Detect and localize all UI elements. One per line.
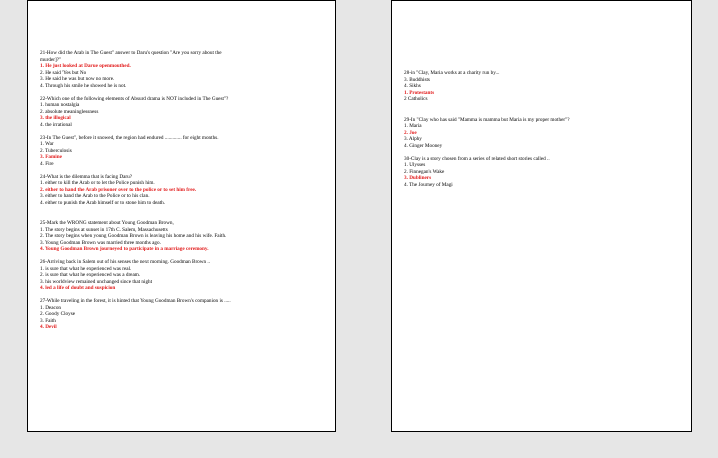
answer-option: 4. The Journey of Magi — [404, 181, 453, 188]
answer-option: 4. the irrational — [40, 121, 72, 128]
question-text: 24-What is the dilemma that is facing Daru? — [40, 173, 133, 180]
question-text: 23-In The Guest", before it snowed, the region had endured ............. for eight months. — [40, 134, 219, 141]
question-text: 30-Clay is a story chosen from a series of related short stories called .. — [404, 155, 550, 162]
answer-option-correct: 2. Joe — [404, 129, 417, 136]
question-23 — [40, 135, 322, 168]
answer-option-correct: 3. Famine — [40, 154, 62, 160]
question-30 — [404, 156, 676, 189]
document-page-left — [27, 0, 336, 432]
answer-option: 2. The story begins when young Goodman Brown is leaving his home and his wife. Faith. — [40, 233, 227, 239]
answer-option: 3. Buddhists — [404, 76, 430, 83]
answer-option-correct: 4. Young Goodman Brown journeyed to participate in a marriage ceremony. — [40, 246, 209, 252]
question-25 — [40, 220, 322, 253]
answer-option: 3. Young Goodman Brown was married three months ago. — [40, 239, 161, 246]
answer-option: 2. absolute meaninglessness — [40, 108, 99, 115]
answer-option-correct: 4. Devil — [40, 324, 57, 330]
answer-option-correct: 1. He just looked at Darue openmouthed. — [40, 63, 131, 69]
answer-option: 4. Fire — [40, 160, 54, 167]
answer-option-correct: 3. the illogical — [40, 115, 71, 121]
answer-option: 1. either to kill the Arab or to let the Police punish him. — [40, 180, 155, 186]
answer-option: 1. Ulysses — [404, 162, 426, 168]
answer-option-correct: 1. Protestants — [404, 89, 435, 96]
answer-option: 1. The story begins at sunset in 17th C. Salem, Massachusetts — [40, 226, 168, 233]
question-text: 26-Arriving back in Salem out of his senses the next morning. Goodman Brown .. — [40, 259, 211, 265]
answer-option: 1. Maria — [404, 123, 422, 129]
answer-option: 1. is sure that what he experienced was real. — [40, 265, 132, 272]
question-text: 29-In "Clay who has said "Mamma is mamma but Maria is my proper mother"? — [404, 116, 570, 123]
answer-option: 1. human nostalgia — [40, 102, 80, 108]
question-29 — [404, 117, 676, 150]
question-text: 27-While traveling in the forest, it is hinted that Young Goodman Brown's companion is ..... — [40, 298, 231, 304]
answer-option: 2. Goody Cloyse — [40, 311, 76, 317]
document-page-right — [391, 0, 692, 432]
answer-option: 2. Finnegan's Wake — [404, 168, 445, 175]
answer-option: 4. Sikhs — [404, 83, 421, 89]
answer-option: 1. War — [40, 141, 54, 147]
question-text: 22-Which one of the following elements of Absurd drama is NOT included in The Guest"? — [40, 95, 229, 102]
answer-option: 2. He said 'Yes but No — [40, 69, 87, 76]
answer-option: 3. either to hand the Arab to the Police or to his clan. — [40, 193, 150, 199]
answer-option: 2. Tuberculosis — [40, 147, 72, 154]
answer-option: 3. Alphy — [404, 136, 422, 142]
question-text: 21-How did the Arab in The Guest" answer to Daru's question "Are you sorry about the — [40, 50, 222, 56]
answer-option-correct: 4. led a life of doubt and suspicion — [40, 285, 116, 291]
question-22 — [40, 96, 322, 129]
question-21 — [40, 50, 322, 89]
answer-option: 3. his worldview remained unchanged since that night — [40, 278, 153, 285]
question-list-right — [404, 70, 676, 188]
question-list-left — [40, 50, 322, 331]
question-text: murder]?" — [40, 56, 62, 63]
answer-option-correct: 3. Dubliners — [404, 175, 432, 181]
answer-option: 2. is sure that what he experienced was a dream. — [40, 272, 141, 278]
answer-option: 4. Through his smile he showed he is not. — [40, 82, 127, 89]
answer-option: 4. either to punish the Arab himself or to stone him to death. — [40, 199, 166, 206]
answer-option: 2 Catholics — [404, 96, 428, 102]
answer-option: 4. Ginger Mooney — [404, 142, 443, 149]
answer-option-correct: 2. either to hand the Arab prisoner over to the police or to set him free. — [40, 186, 197, 193]
question-text: 25-Mark the WRONG statement about Young Goodman Brown, — [40, 220, 174, 226]
question-28 — [404, 70, 676, 103]
question-26 — [40, 259, 322, 292]
question-24 — [40, 174, 322, 207]
question-text: 28-in "Clay, Maria works at a charity run by... — [404, 70, 500, 76]
answer-option: 3. Faith — [40, 317, 56, 324]
answer-option: 3. He said he was but now no more. — [40, 76, 115, 82]
answer-option: 1. Deacon — [40, 304, 62, 311]
question-27 — [40, 298, 322, 331]
